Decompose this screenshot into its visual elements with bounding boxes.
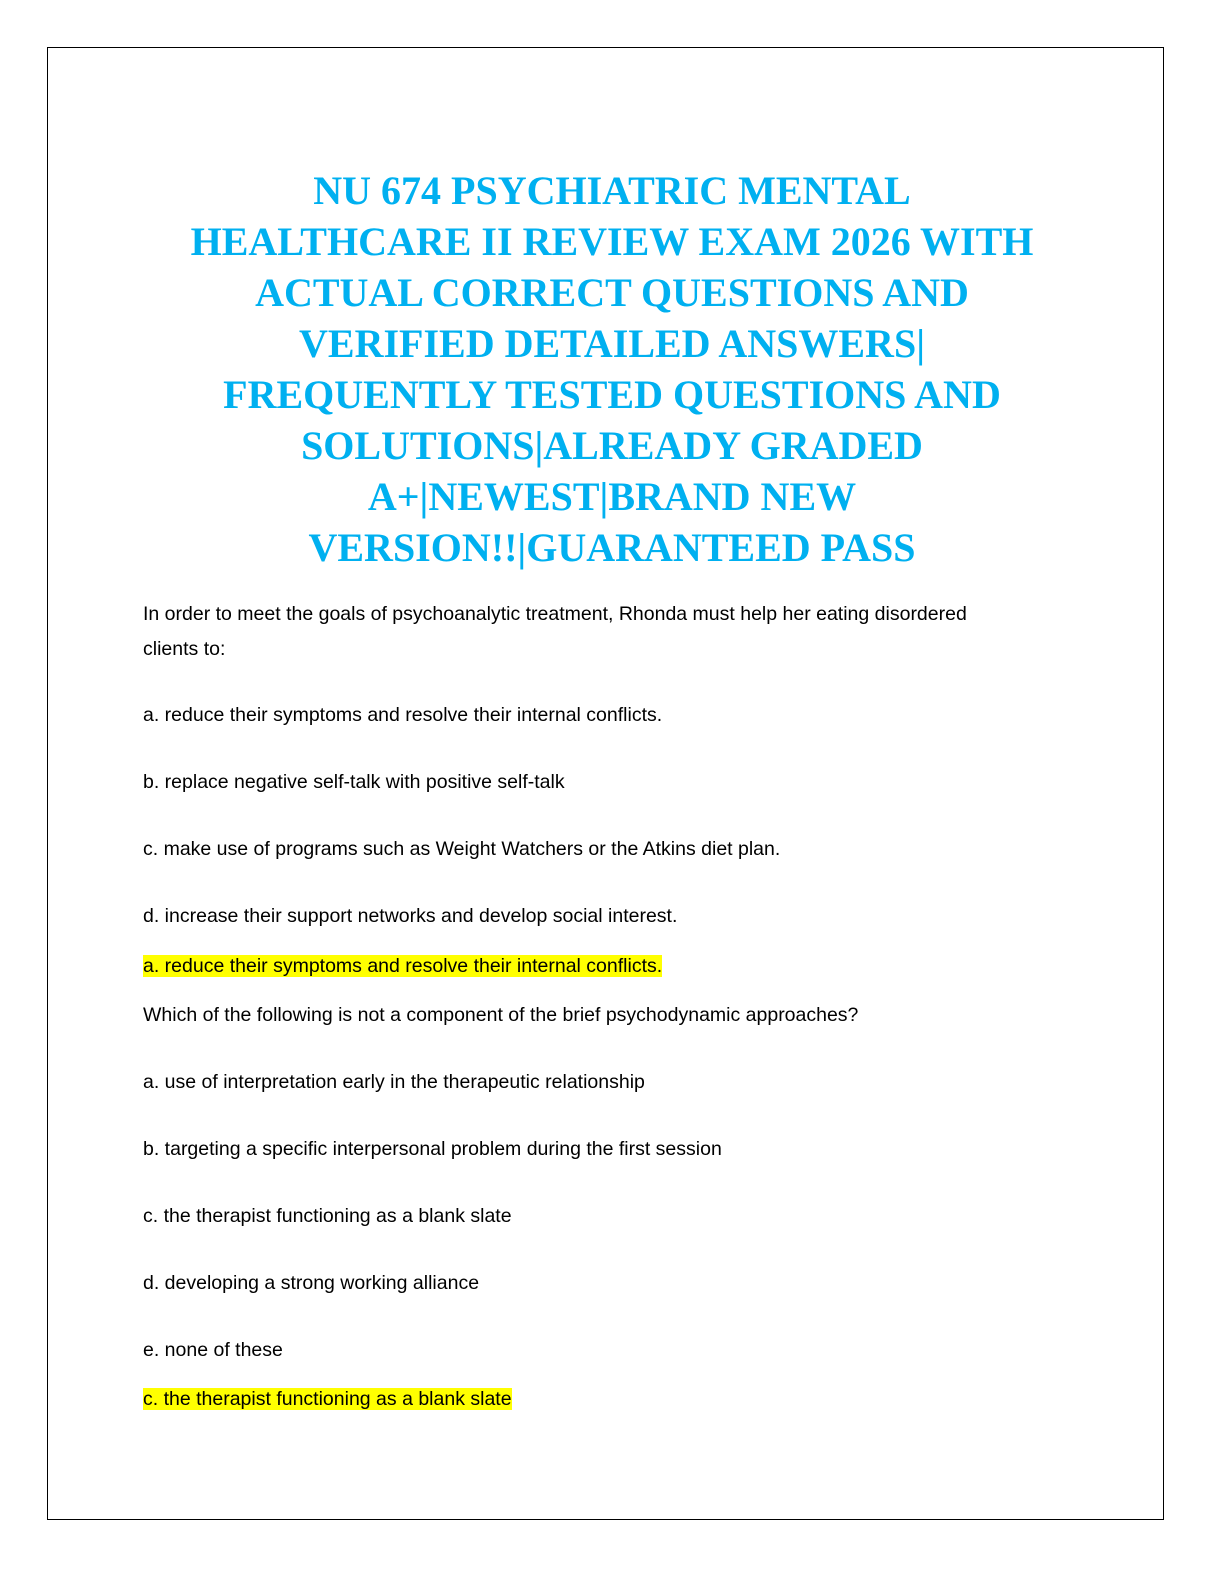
- title-line: SOLUTIONS|ALREADY GRADED: [301, 423, 923, 468]
- answer-option: e. none of these: [143, 1339, 283, 1361]
- answer-option: c. the therapist functioning as a blank slate: [143, 1205, 512, 1227]
- answer-highlight: a. reduce their symptoms and resolve their internal conflicts.: [143, 955, 663, 977]
- answer-option: c. make use of programs such as Weight Watchers or the Atkins diet plan.: [143, 838, 781, 860]
- title-line: ACTUAL CORRECT QUESTIONS AND: [255, 270, 969, 315]
- title-line: FREQUENTLY TESTED QUESTIONS AND: [223, 372, 1001, 417]
- title-line: VERSION!!|GUARANTEED PASS: [308, 525, 916, 570]
- document-title: [120, 165, 1104, 573]
- question-stem: clients to:: [143, 638, 226, 660]
- answer-option: a. use of interpretation early in the therapeutic relationship: [143, 1071, 645, 1093]
- title-line: VERIFIED DETAILED ANSWERS|: [299, 321, 925, 366]
- correct-answer: [143, 1386, 512, 1412]
- answer-option: b. targeting a specific interpersonal problem during the first session: [143, 1138, 722, 1160]
- title-line: A+|NEWEST|BRAND NEW: [367, 474, 857, 519]
- answer-option: b. replace negative self-talk with positive self-talk: [143, 771, 565, 793]
- answer-option: a. reduce their symptoms and resolve their internal conflicts.: [143, 704, 663, 726]
- correct-answer: [143, 953, 662, 979]
- answer-option: d. increase their support networks and develop social interest.: [143, 905, 678, 927]
- title-line: NU 674 PSYCHIATRIC MENTAL: [313, 168, 911, 213]
- answer-highlight: c. the therapist functioning as a blank slate: [143, 1388, 512, 1410]
- question-stem: In order to meet the goals of psychoanalytic treatment, Rhonda must help her eating disordered: [143, 603, 967, 625]
- question-stem: Which of the following is not a component of the brief psychodynamic approaches?: [143, 1004, 859, 1026]
- title-line: HEALTHCARE II REVIEW EXAM 2026 WITH: [190, 219, 1034, 264]
- answer-option: d. developing a strong working alliance: [143, 1272, 480, 1294]
